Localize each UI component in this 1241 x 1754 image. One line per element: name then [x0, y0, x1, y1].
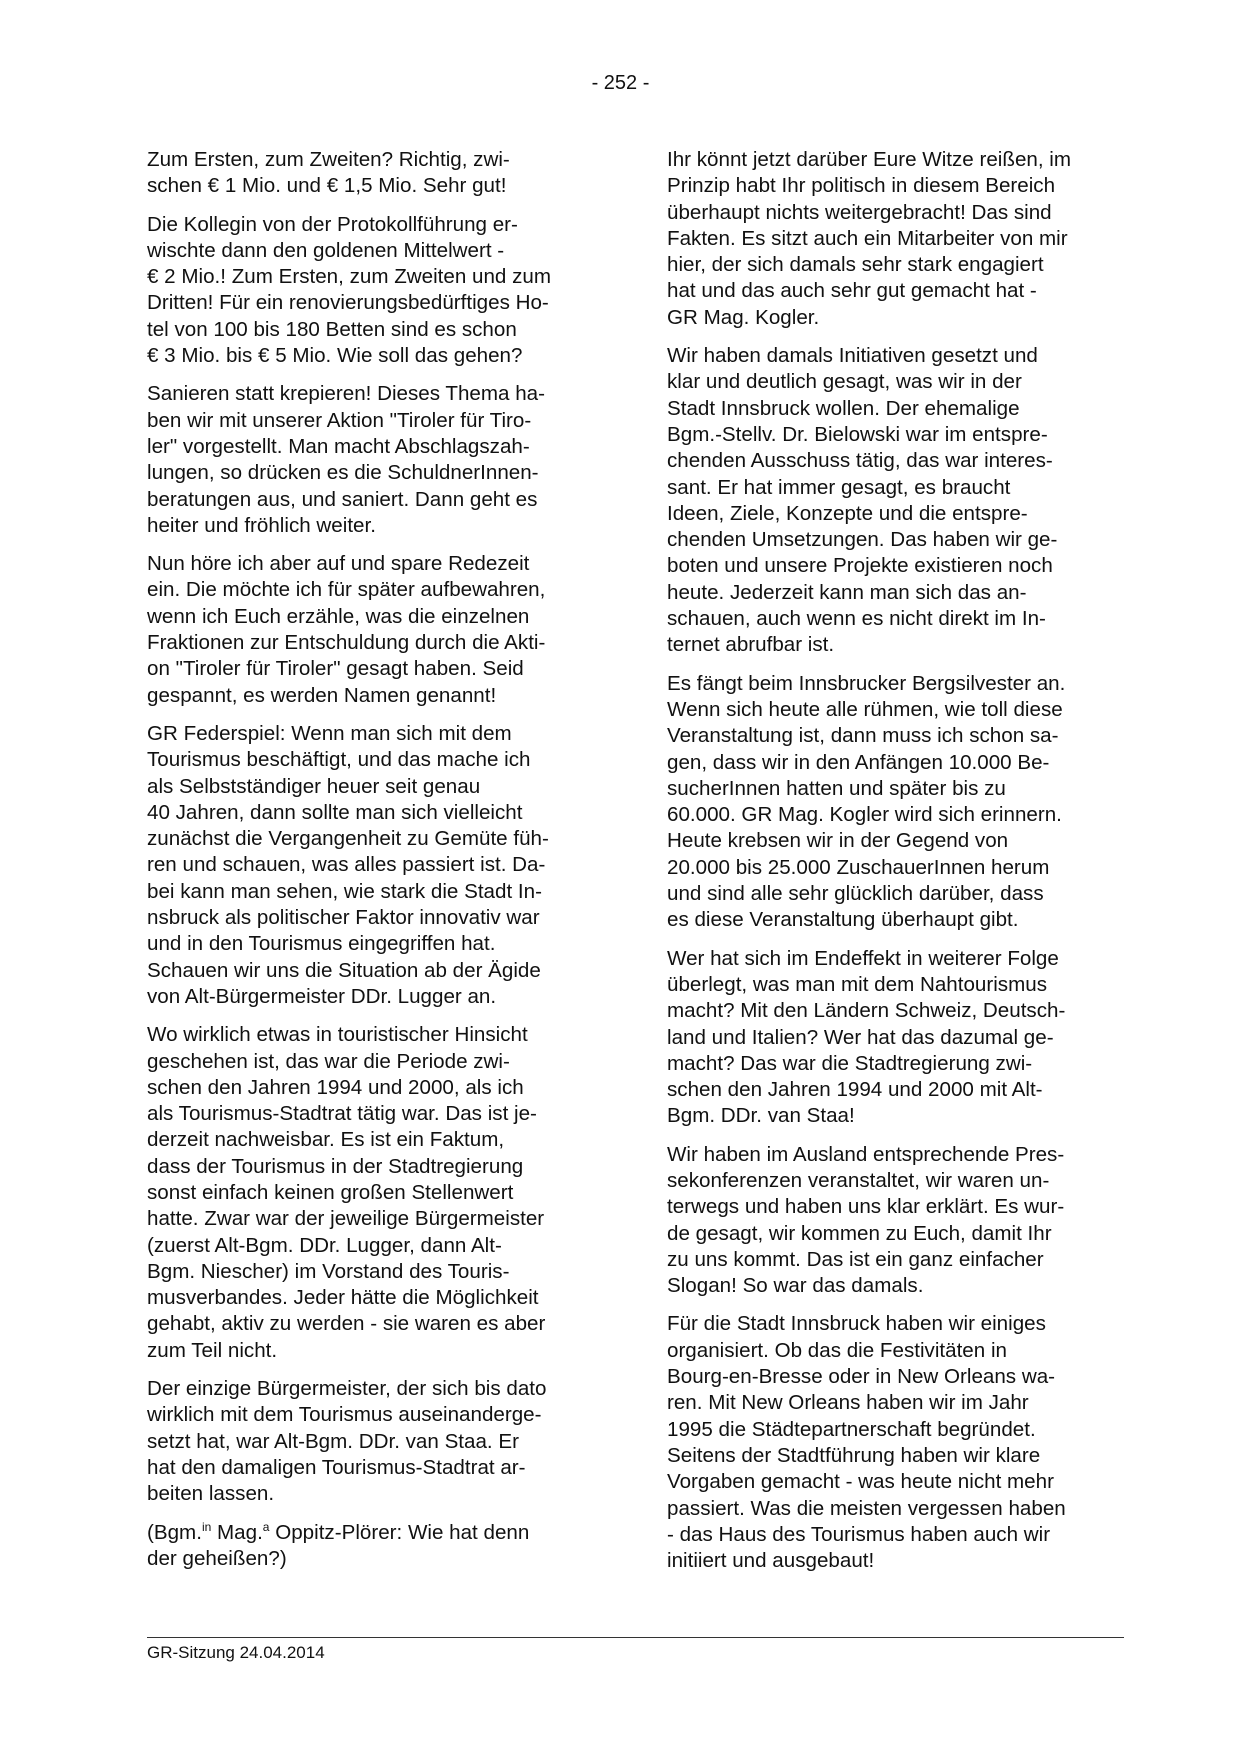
interjection-text: Oppitz-Plörer: Wie hat denn der geheißen?): [147, 1520, 530, 1570]
paragraph: Sanieren statt krepieren! Dieses Thema ha- ben wir mit unserer Aktion "Tiroler für Tiro- ler" vorgestellt. Man macht Abschlagszah- lungen, so drücken es die SchuldnerInnen- beratungen aus, und saniert. Dann geht es heiter und fröhlich weiter.: [147, 382, 545, 537]
paragraph: Für die Stadt Innsbruck haben wir einiges organisiert. Ob das die Festivitäten in Bourg-en-Bresse oder in New Orleans wa- ren. Mit New Orleans haben wir im Jahr 1995 die Städtepartnerschaft begründet. Seitens der Stadtführung haben wir klare Vorgaben gemacht - was heute nicht mehr passiert. Was die meisten vergessen haben - das Haus des Tourismus haben auch wir initiiert und ausgebaut!: [667, 1312, 1066, 1573]
paragraph: Der einzige Bürgermeister, der sich bis dato wirklich mit dem Tourismus auseinanderge- setzt hat, war Alt-Bgm. DDr. van Staa. Er hat den damaligen Tourismus-Stadtrat ar- beiten lassen.: [147, 1377, 547, 1506]
interjection-speaker-prefix: (Bgm.: [147, 1520, 202, 1544]
paragraph: Wo wirklich etwas in touristischer Hinsicht geschehen ist, das war die Periode zwi- schen den Jahren 1994 und 2000, als ich als Tourismus-Stadtrat tätig war. Das ist je- derzeit nachweisbar. Es ist ein Faktum, dass der Tourismus in der Stadtregierung sonst einfach keinen großen Stellenwert hatte. Zwar war der jeweilige Bürgermeister (zuerst Alt-Bgm. DDr. Lugger, dann Alt- Bgm. Niescher) im Vorstand des Touris- musverbandes. Jeder hätte die Möglichkeit gehabt, aktiv zu werden - sie waren es aber zum Teil nicht.: [147, 1023, 546, 1362]
paragraph: Nun höre ich aber auf und spare Redezeit ein. Die möchte ich für später aufbewahren, wenn ich Euch erzähle, was die einzelnen Fraktionen zur Entschuldung durch die Akti- on "Tiroler für Tiroler" gesagt haben. Seid gespannt, es werden Namen genannt!: [147, 552, 546, 707]
paragraph: Ihr könnt jetzt darüber Eure Witze reißen, im Prinzip habt Ihr politisch in diesem Bereich überhaupt nichts weitergebracht! Das sind Fakten. Es sitzt auch ein Mitarbeiter von mir hier, der sich damals sehr stark engagiert hat und das auch sehr gut gemacht hat - GR Mag. Kogler.: [667, 148, 1072, 329]
page-number: - 252 -: [591, 72, 650, 94]
paragraph: Es fängt beim Innsbrucker Bergsilvester an. Wenn sich heute alle rühmen, wie toll diese Veranstaltung ist, dann muss ich schon sa- gen, dass wir in den Anfängen 10.000 Be- sucherInnen hatten und später bis zu 60.000. GR Mag. Kogler wird sich erinnern. Heute krebsen wir in der Gegend von 20.000 bis 25.000 ZuschauerInnen herum und sind alle sehr glücklich darüber, dass es diese Veranstaltung überhaupt gibt.: [667, 671, 1066, 932]
paragraph: GR Federspiel: Wenn man sich mit dem Tourismus beschäftigt, und das mache ich als Selbstständiger heuer seit genau 40 Jahren, dann sollte man sich vielleicht zunächst die Vergangenheit zu Gemüte füh- ren und schauen, was alles passiert ist. Da- bei kann man sehen, wie stark die Stadt In- nsbruck als politischer Faktor innovativ war und in den Tourismus eingegriffen hat. Schauen wir uns die Situation ab der Ägide von Alt-Bürgermeister DDr. Lugger an.: [147, 721, 549, 1008]
right-column: [667, 147, 1127, 1586]
superscript: in: [201, 1519, 212, 1534]
left-column: [147, 147, 602, 1584]
paragraph: Zum Ersten, zum Zweiten? Richtig, zwi- schen € 1 Mio. und € 1,5 Mio. Sehr gut!: [147, 148, 510, 198]
paragraph-interjection: [147, 1520, 602, 1573]
interjection-title: Mag.: [211, 1520, 263, 1544]
footer-divider: [147, 1637, 1124, 1638]
superscript: a: [262, 1519, 270, 1534]
footer-session-date: GR-Sitzung 24.04.2014: [147, 1643, 325, 1662]
paragraph: Wir haben damals Initiativen gesetzt und klar und deutlich gesagt, was wir in der Stadt Innsbruck wollen. Der ehemalige Bgm.-Stellv. Dr. Bielowski war im entspre- chenden Ausschuss tätig, das war interes- sant. Er hat immer gesagt, es braucht Ideen, Ziele, Konzepte und die entspre- chenden Umsetzungen. Das haben wir ge- boten und unsere Projekte existieren noch heute. Jederzeit kann man sich das an- schauen, auch wenn es nicht direkt im In- ternet abrufbar ist.: [667, 344, 1058, 657]
paragraph: Wir haben im Ausland entsprechende Pres- sekonferenzen veranstaltet, wir waren un- terwegs und haben uns klar erklärt. Es wur- de gesagt, wir kommen zu Euch, damit Ihr zu uns kommt. Das ist ein ganz einfacher Slogan! So war das damals.: [667, 1142, 1065, 1298]
paragraph: Wer hat sich im Endeffekt in weiterer Folge überlegt, was man mit dem Nahtourismus macht? Mit den Ländern Schweiz, Deutsch- land und Italien? Wer hat das dazumal ge- macht? Das war die Stadtregierung zwi- schen den Jahren 1994 und 2000 mit Alt- Bgm. DDr. van Staa!: [667, 946, 1066, 1128]
paragraph: Die Kollegin von der Protokollführung er- wischte dann den goldenen Mittelwert - € 2 Mio.! Zum Ersten, zum Zweiten und zum Dritten! Für ein renovierungsbedürftiges Ho- tel von 100 bis 180 Betten sind es schon € 3 Mio. bis € 5 Mio. Wie soll das gehen?: [147, 212, 552, 368]
